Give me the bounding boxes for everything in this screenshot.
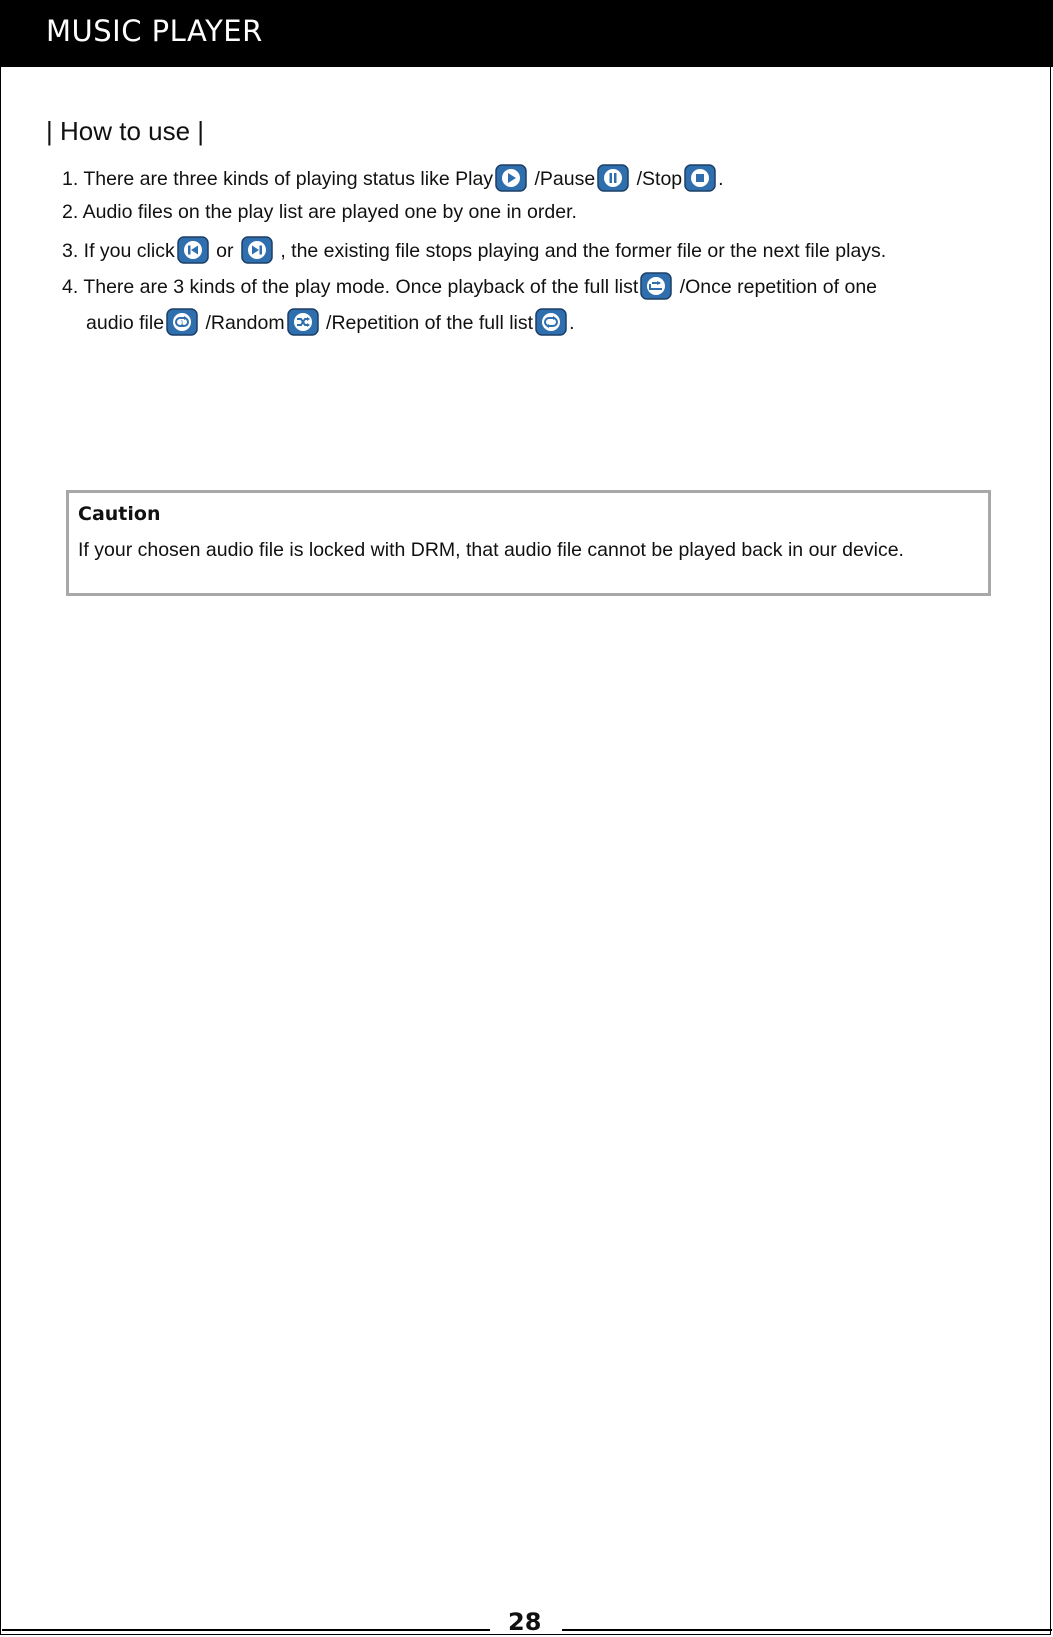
step-4-text-a: 4. There are 3 kinds of the play mode. Once playback of the full list	[62, 276, 639, 298]
play-icon	[495, 164, 527, 192]
step-2	[62, 200, 577, 224]
step-4-text-f: .	[569, 312, 575, 334]
caution-text: If your chosen audio file is locked with DRM, that audio file cannot be played back in our device.	[78, 539, 904, 561]
caution-title: Caution	[78, 503, 161, 525]
repeat-all-icon	[535, 308, 567, 336]
pause-icon	[597, 164, 629, 192]
step-1-text-c: /Stop	[631, 168, 683, 190]
step-4-text-d: /Random	[200, 312, 285, 334]
caution-box	[66, 490, 991, 596]
step-4-continued	[86, 308, 574, 336]
step-4	[62, 272, 877, 300]
step-1-text-d: .	[718, 168, 724, 190]
step-2-text: 2. Audio files on the play list are played one by one in order.	[62, 201, 577, 223]
next-track-icon	[241, 236, 273, 264]
stop-icon	[684, 164, 716, 192]
svg-text:1: 1	[180, 320, 184, 327]
step-3	[62, 236, 886, 264]
page-number: 28	[508, 1608, 542, 1636]
step-4-text-b: /Once repetition of one	[674, 276, 878, 298]
previous-track-icon	[177, 236, 209, 264]
repeat-one-icon	[166, 308, 198, 336]
once-playback-full-list-icon	[640, 272, 672, 300]
step-1	[62, 164, 724, 192]
step-1-text-a: 1. There are three kinds of playing status like Play	[62, 168, 494, 190]
step-3-text-c: , the existing file stops playing and the former file or the next file plays.	[274, 240, 887, 262]
footer-rule-right	[562, 1629, 1052, 1631]
section-title: | How to use |	[46, 116, 205, 146]
step-3-text-a: 3. If you click	[62, 240, 175, 262]
shuffle-icon	[287, 308, 319, 336]
header-title: MUSIC PLAYER	[46, 14, 263, 48]
page-header	[0, 0, 1053, 67]
step-1-text-b: /Pause	[529, 168, 596, 190]
footer-rule-left	[2, 1629, 490, 1631]
step-3-text-b: or	[210, 240, 239, 262]
step-4-text-e: /Repetition of the full list	[320, 312, 534, 334]
step-4-text-c: audio file	[86, 312, 165, 334]
